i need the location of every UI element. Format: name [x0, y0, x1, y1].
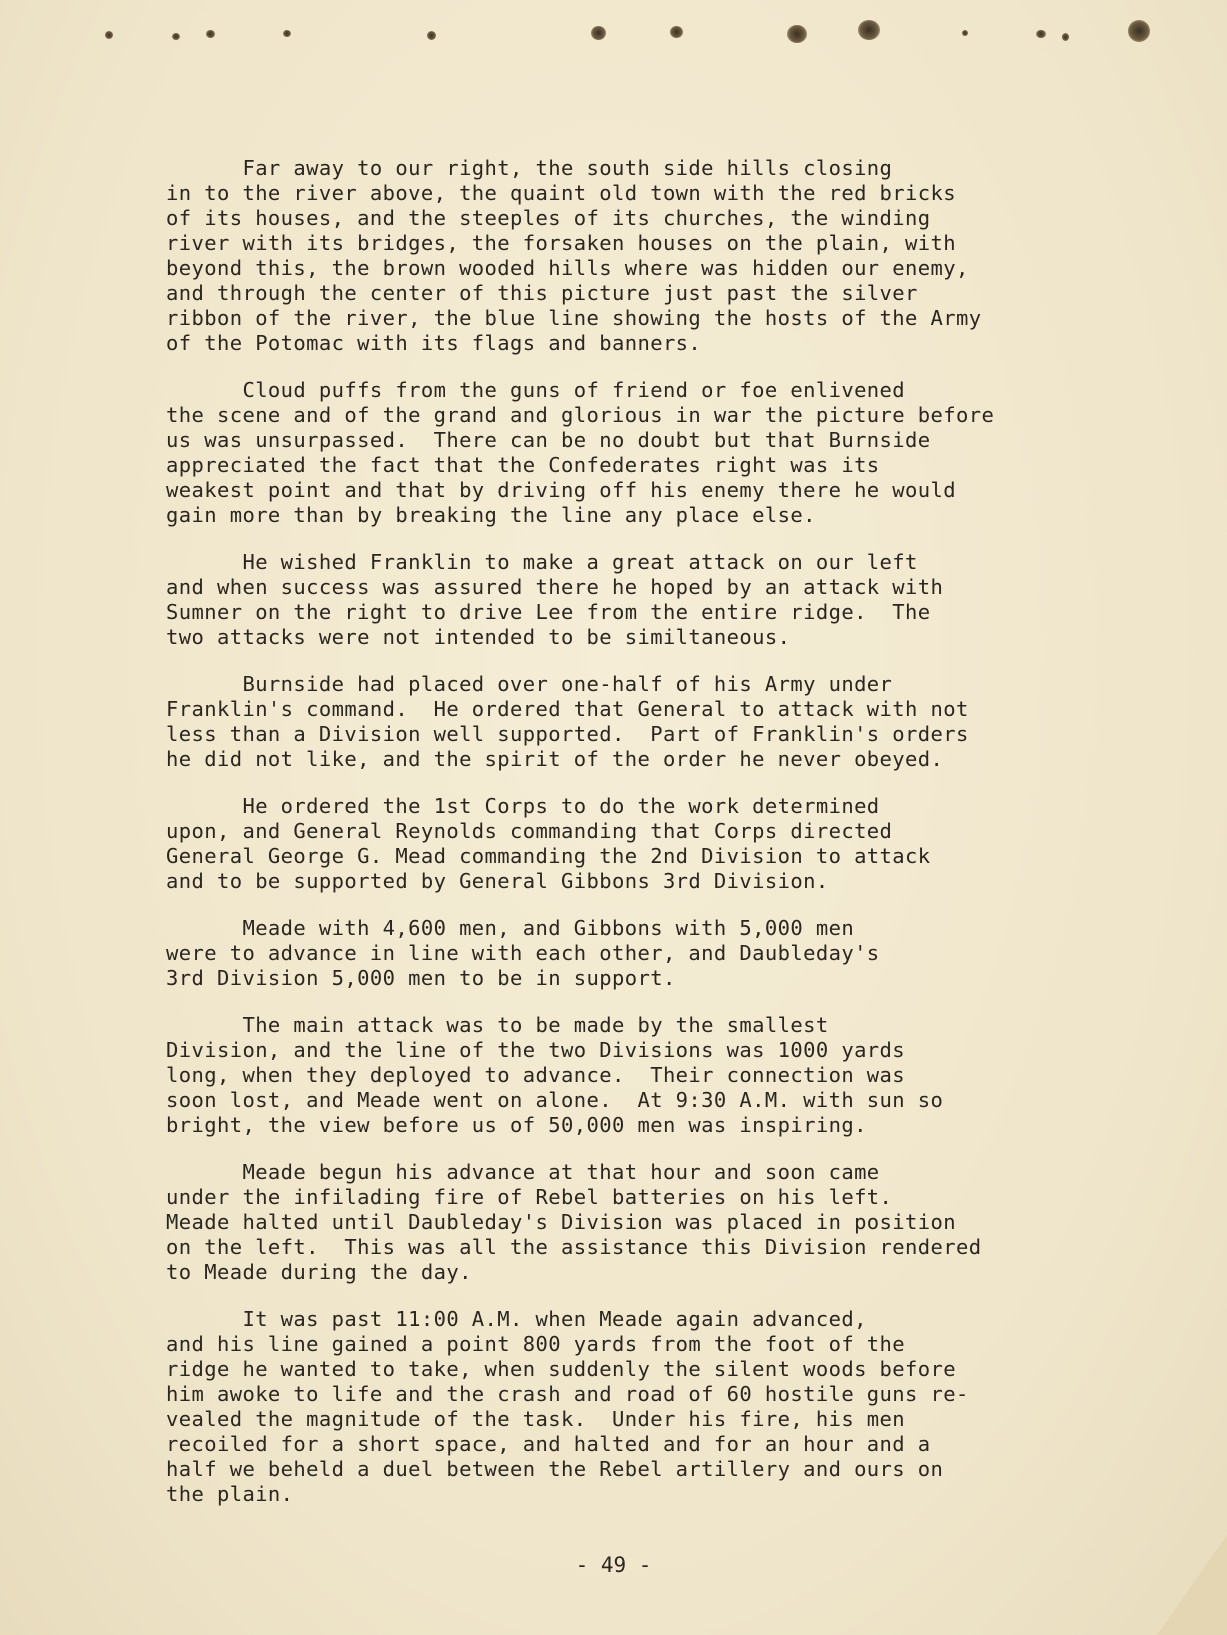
text-line: beyond this, the brown wooded hills where was hidden our enemy, [166, 256, 969, 280]
binder-hole [283, 30, 291, 37]
binder-hole [427, 31, 436, 40]
text-line: The main attack was to be made by the smallest [166, 1013, 829, 1037]
paragraph [166, 916, 1156, 991]
binder-hole [172, 33, 180, 40]
text-line: 3rd Division 5,000 men to be in support. [166, 966, 676, 990]
paragraph [166, 156, 1156, 356]
text-line: Division, and the line of the two Divisions was 1000 yards [166, 1038, 906, 1062]
text-line: and when success was assured there he hoped by an attack with [166, 575, 944, 599]
text-line: Far away to our right, the south side hills closing [166, 156, 893, 180]
binder-hole [1128, 20, 1150, 42]
text-line: gain more than by breaking the line any place else. [166, 503, 816, 527]
text-line: Cloud puffs from the guns of friend or foe enlivened [166, 378, 906, 402]
text-line: two attacks were not intended to be similtaneous. [166, 625, 791, 649]
text-line: Franklin's command. He ordered that General to attack with not [166, 697, 969, 721]
text-line: under the infilading fire of Rebel batteries on his left. [166, 1185, 893, 1209]
text-line: ribbon of the river, the blue line showing the hosts of the Army [166, 306, 982, 330]
text-line: vealed the magnitude of the task. Under his fire, his men [166, 1407, 906, 1431]
binder-hole [1062, 33, 1069, 41]
text-line: in to the river above, the quaint old town with the red bricks [166, 181, 957, 205]
binder-hole [962, 30, 968, 36]
text-line: bright, the view before us of 50,000 men was inspiring. [166, 1113, 867, 1137]
text-line: less than a Division well supported. Part of Franklin's orders [166, 722, 969, 746]
paragraph [166, 672, 1156, 772]
typed-text-body [166, 156, 1156, 1529]
text-line: Burnside had placed over one-half of his Army under [166, 672, 893, 696]
text-line: weakest point and that by driving off his enemy there he would [166, 478, 957, 502]
text-line: river with its bridges, the forsaken houses on the plain, with [166, 231, 957, 255]
paragraph [166, 794, 1156, 894]
text-line: the scene and of the grand and glorious in war the picture before [166, 403, 995, 427]
text-line: General George G. Mead commanding the 2nd Division to attack [166, 844, 931, 868]
binder-hole [670, 26, 683, 38]
paragraph [166, 1160, 1156, 1285]
text-line: recoiled for a short space, and halted and for an hour and a [166, 1432, 931, 1456]
binder-hole [858, 20, 880, 40]
paragraph [166, 1013, 1156, 1138]
page-number: - 49 - [575, 1553, 652, 1577]
text-line: appreciated the fact that the Confederates right was its [166, 453, 880, 477]
text-line: Sumner on the right to drive Lee from the entire ridge. The [166, 600, 931, 624]
text-line: and through the center of this picture just past the silver [166, 281, 918, 305]
text-line: upon, and General Reynolds commanding that Corps directed [166, 819, 893, 843]
text-line: us was unsurpassed. There can be no doubt but that Burnside [166, 428, 931, 452]
binder-hole [787, 25, 807, 43]
text-line: half we beheld a duel between the Rebel artillery and ours on [166, 1457, 944, 1481]
text-line: he did not like, and the spirit of the order he never obeyed. [166, 747, 944, 771]
binder-hole [105, 31, 113, 39]
text-line: He ordered the 1st Corps to do the work determined [166, 794, 880, 818]
binder-hole [206, 30, 215, 38]
text-line: He wished Franklin to make a great attack on our left [166, 550, 918, 574]
binder-hole [591, 26, 606, 40]
paragraph [166, 1307, 1156, 1507]
text-line: Meade halted until Daubleday's Division was placed in position [166, 1210, 957, 1234]
paragraph [166, 378, 1156, 528]
text-line: Meade begun his advance at that hour and soon came [166, 1160, 880, 1184]
text-line: him awoke to life and the crash and road of 60 hostile guns re- [166, 1382, 969, 1406]
text-line: It was past 11:00 A.M. when Meade again advanced, [166, 1307, 867, 1331]
page-corner-fold [1157, 1535, 1227, 1635]
text-line: were to advance in line with each other, and Daubleday's [166, 941, 880, 965]
text-line: and his line gained a point 800 yards from the foot of the [166, 1332, 906, 1356]
text-line: to Meade during the day. [166, 1260, 472, 1284]
text-line: long, when they deployed to advance. Their connection was [166, 1063, 906, 1087]
binder-hole [1036, 30, 1046, 38]
text-line: ridge he wanted to take, when suddenly the silent woods before [166, 1357, 957, 1381]
text-line: Meade with 4,600 men, and Gibbons with 5,000 men [166, 916, 855, 940]
text-line: and to be supported by General Gibbons 3rd Division. [166, 869, 829, 893]
text-line: of the Potomac with its flags and banners. [166, 331, 702, 355]
text-line: the plain. [166, 1482, 294, 1506]
text-line: on the left. This was all the assistance this Division rendered [166, 1235, 982, 1259]
text-line: of its houses, and the steeples of its churches, the winding [166, 206, 931, 230]
paragraph [166, 550, 1156, 650]
text-line: soon lost, and Meade went on alone. At 9:30 A.M. with sun so [166, 1088, 944, 1112]
binder-holes [0, 0, 1227, 70]
